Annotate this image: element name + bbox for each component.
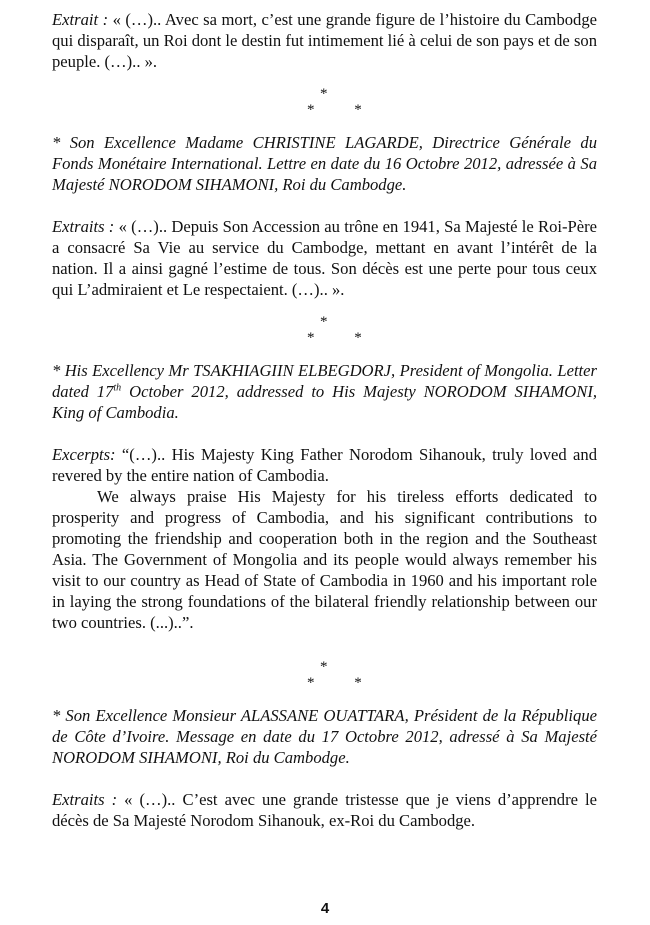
star-top: * — [320, 86, 328, 102]
lagarde-header: * Son Excellence Madame CHRISTINE LAGARDE, Directrice Générale du Fonds Monétaire International. Lettre en date du 16 Octobre 2012, adressée à Sa Majesté NORODOM SIHAMONI, Roi du Cambodge. — [52, 133, 597, 194]
extract-paragraph-4 — [52, 789, 597, 831]
star-top: * — [320, 659, 328, 675]
extract-text: « (…).. C’est avec une grande tristesse que je viens d’apprendre le décès de Sa Majesté Norodom Sihanouk, ex-Roi du Cambodge. — [52, 790, 597, 830]
ouattara-header: * Son Excellence Monsieur ALASSANE OUATTARA, Président de la République de Côte d’Ivoire. Message en date du 17 Octobre 2012, adressé à Sa Majesté NORODOM SIHAMONI, Roi du Cambodge. — [52, 706, 597, 767]
extract-text: « (…).. Avec sa mort, c’est une grande figure de l’histoire du Cambodge qui disparaît, un Roi dont le destin fut intimement lié à celui de son pays et de son peuple. (…).. ». — [52, 10, 597, 71]
extract-text: « (…).. Depuis Son Accession au trône en 1941, Sa Majesté le Roi-Père a consacré Sa Vie au service du Cambodge, mettant en avant l’intérêt de la nation. Il a ainsi gagné l’estime de tous. Son décès est une perte pour tous ceux qui L’admiraient et Le respectaient. (…).. ». — [52, 217, 598, 299]
extract-paragraph-1 — [52, 9, 597, 72]
excerpt-text: “(…).. His Majesty King Father Norodom Sihanouk, truly loved and revered by the entire nation of Cambodia. — [52, 445, 597, 485]
star-separator — [52, 655, 597, 697]
extract-label: Extraits : — [52, 217, 115, 236]
document-page — [52, 9, 597, 831]
star-bottom: * * — [307, 102, 380, 118]
extract-label: Extraits : — [52, 790, 118, 809]
star-bottom: * * — [307, 330, 380, 346]
extract-paragraph-2 — [52, 216, 597, 300]
star-separator — [52, 310, 597, 352]
extract-label: Extrait : — [52, 10, 109, 29]
star-separator — [52, 82, 597, 124]
excerpt-paragraph — [52, 444, 597, 486]
excerpt-label: Excerpts: — [52, 445, 116, 464]
excerpt-paragraph-continued: We always praise His Majesty for his tireless efforts dedicated to prosperity and progress of Cambodia, and his significant contributions to promoting the friendship and cooperation both in the region and the Southeast Asia. The Government of Mongolia and its people would always remember his visit to our country as Head of State of Cambodia in 1960 and his important role in laying the strong foundations of the bilateral friendly relationship between our two countries. (...)..”. — [52, 487, 597, 632]
page-number: 4 — [320, 900, 330, 917]
star-bottom: * * — [307, 675, 380, 691]
elbegdorj-header: * His Excellency Mr TSAKHIAGIIN ELBEGDORJ, President of Mongolia. Letter dated 17th October 2012, addressed to His Majesty NORODOM SIHAMONI, King of Cambodia. — [52, 361, 598, 422]
star-top: * — [320, 314, 328, 330]
